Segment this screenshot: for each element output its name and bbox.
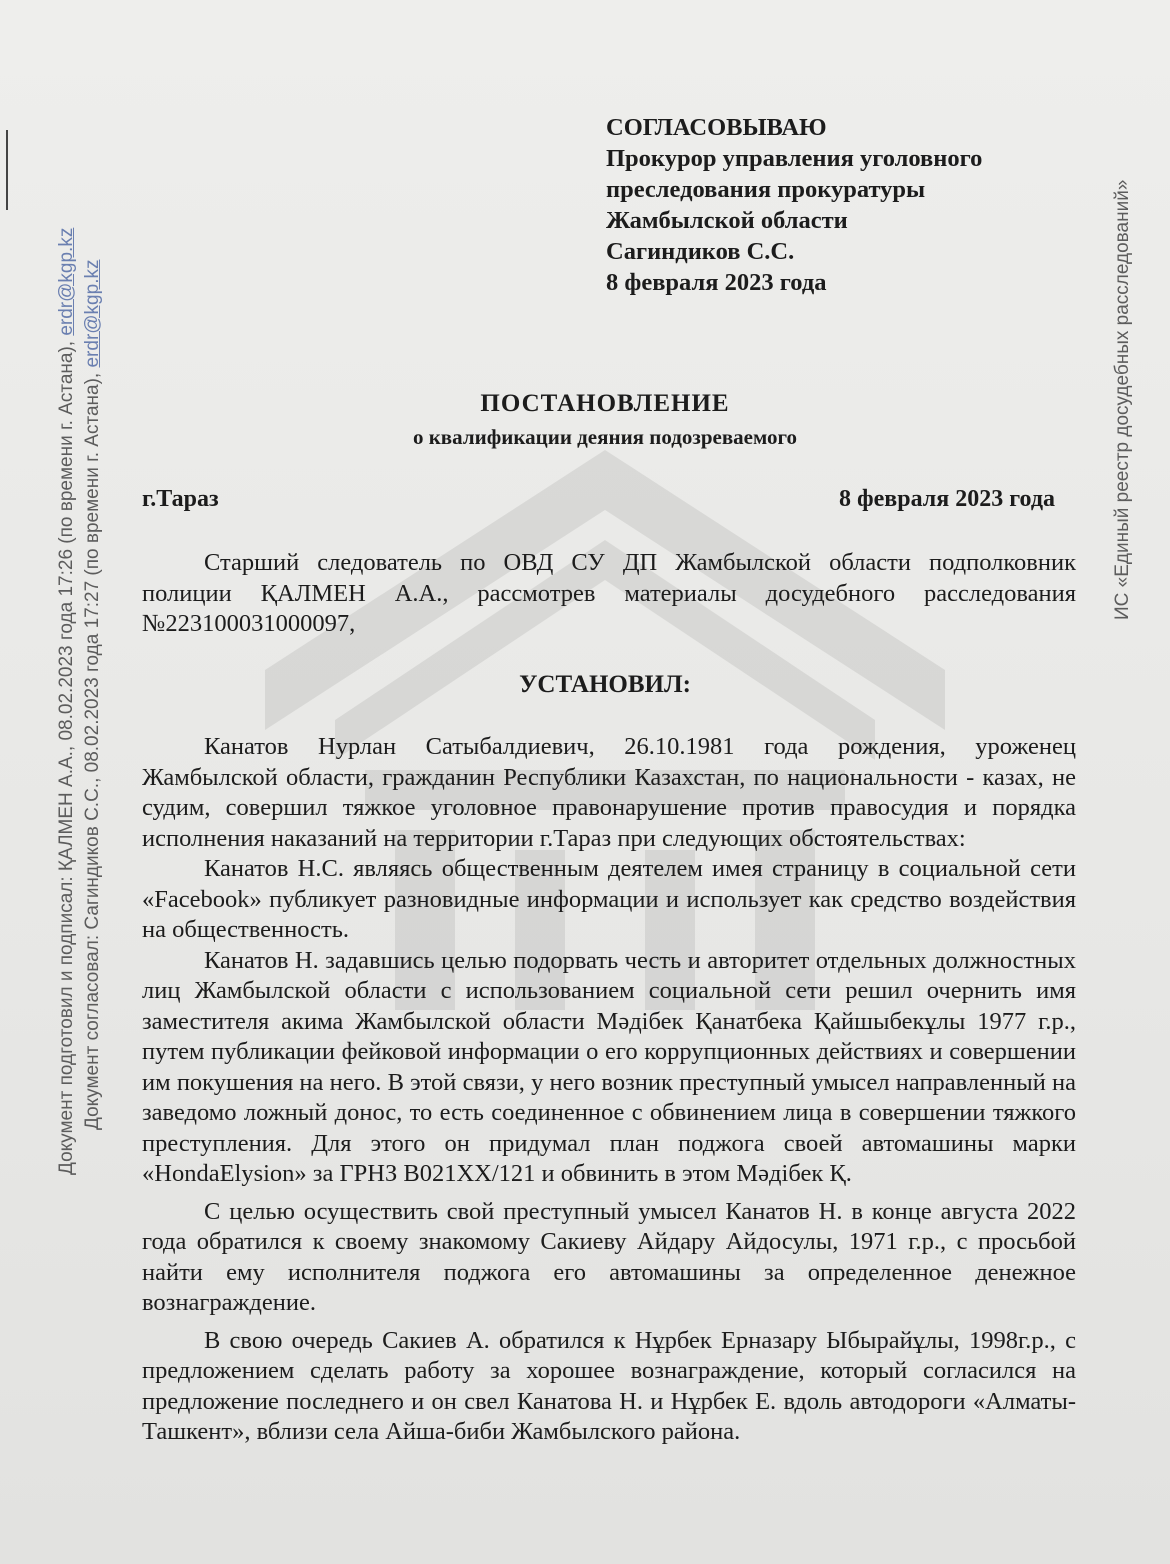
approval-position-line2: преследования прокуратуры [606,176,926,203]
findings-text [142,732,1076,1448]
approval-date: 8 февраля 2023 года [606,269,827,296]
body-paragraph: Канатов Нурлан Сатыбалдиевич, 26.10.1981 года рождения, уроженец Жамбылской области, гражданин Республики Казахстан, по национальности - казах, не судим, совершил тяжкое уголовное правонарушение против правосудия и порядка исполнения наказаний на территории г.Тараз при следующих обстоятельствах: [142,733,1076,852]
page-edge-mark [6,130,8,210]
document-date: 8 февраля 2023 года [839,486,1055,512]
signature-stamp-text [56,228,78,1175]
section-heading: УСТАНОВИЛ: [519,671,691,698]
body-paragraph: С целью осуществить свой преступный умысел Канатов Н. в конце августа 2022 года обратился к своему знакомому Сакиеву Айдару Айдосулы, 1971 г.р., с просьбой найти ему исполнителя поджога его автомашины за определенное денежное вознаграждение. [142,1197,1076,1316]
approval-block [606,112,982,298]
body-paragraph: В свою очередь Сакиев А. обратился к Нұрбек Ерназару Ыбырайұлы, 1998г.р., с предложением сделать работу за хорошее вознаграждение, который согласился на предложение последнего и он свел Канатова Н. и Нұрбек Е. вдоль автодороги «Алматы-Ташкент», вблизи села Айша-биби Жамбылского района. [142,1326,1076,1445]
approval-stamp-text [82,260,104,1130]
document-subtitle: о квалификации деяния подозреваемого [412,425,798,449]
document-title: ПОСТАНОВЛЕНИЕ [480,390,730,417]
approval-heading: СОГЛАСОВЫВАЮ [606,114,827,141]
intro-paragraph: Старший следователь по ОВД СУ ДП Жамбылской области подполковник полиции ҚАЛМЕН А.А., рассмотрев материалы досудебного расследования №223100031000097, [142,549,1076,637]
approval-stamp-email-link[interactable]: erdr@kgp.kz [82,259,103,368]
approval-name: Сагиндиков С.С. [606,238,795,265]
approval-position-line1: Прокурор управления уголовного [606,145,983,172]
signature-stamp-label: Документ подготовил и подписал: ҚАЛМЕН А.А., 08.02.2023 года 17:26 (по времени г. Астана), [56,335,77,1175]
approval-stamp-label: Документ согласовал: Сагиндиков С.С., 08.02.2023 года 17:27 (по времени г. Астана), [82,367,103,1130]
intro-paragraph-block [142,548,1076,640]
approval-position-line3: Жамбылской области [606,207,848,234]
signature-stamp-email-link[interactable]: erdr@kgp.kz [56,227,77,336]
body-paragraph: Канатов Н.С. являясь общественным деятелем имея страницу в социальной сети «Facebook» публикует разновидные информации и использует как средство воздействия на общественность. [142,855,1076,943]
body-paragraph: Канатов Н. задавшись целью подорвать честь и авторитет отдельных должностных лиц Жамбылской области с использованием социальной сети решил очернить имя заместителя акима Жамбылской области Мәдібек Қанатбека Қайшыбекұлы 1977 г.р., путем публикации фейковой информации о его коррупционных действиях и совершении им покушения на него. В этой связи, у него возник преступный умысел направленный на заведомо ложный донос, то есть соединенное с обвинением лица в совершении тяжкого преступления. Для этого он придумал план поджога своей автомашины марки «HondaElysion» за ГРНЗ В021ХХ/121 и обвинить в этом Мәдібек Қ. [142,946,1076,1187]
document-city: г.Тараз [142,486,219,512]
registry-system-label: ИС «Единый реестр досудебных расследований» [1112,179,1133,620]
